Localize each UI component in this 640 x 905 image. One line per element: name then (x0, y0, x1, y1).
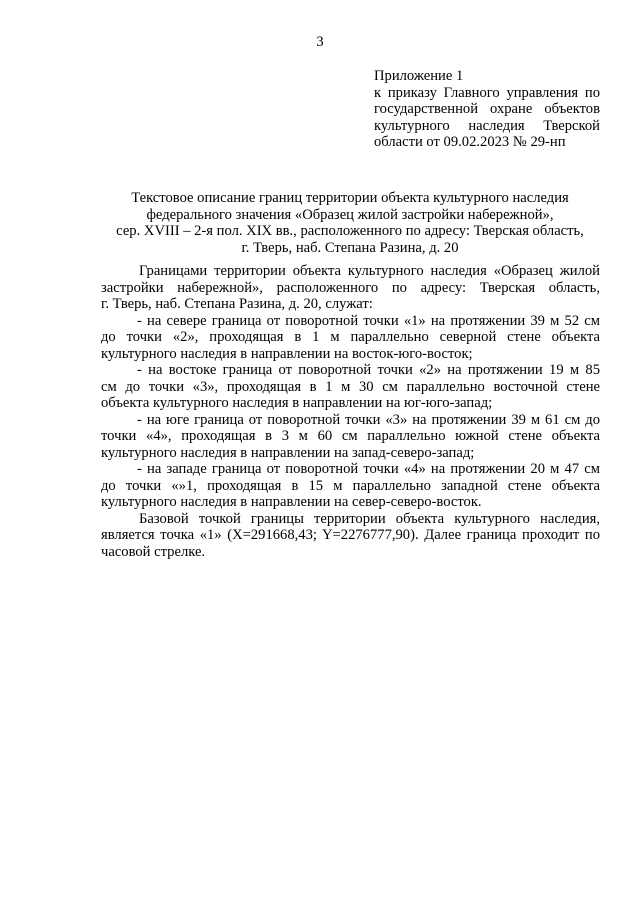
body-line: до точки «2», проходящая в 1 м параллельно северной стене объекта (101, 329, 600, 345)
title-line: Текстовое описание границ территории объекта культурного наследия (131, 190, 569, 206)
document-title (100, 190, 600, 256)
paragraph-west-boundary (101, 461, 600, 511)
body-line: Базовой точкой границы территории объекта культурного наследия, (139, 510, 600, 527)
appendix-line: к приказу Главного управления по (374, 84, 600, 101)
body-line: - на юге граница от поворотной точки «3» на протяжении 39 м 61 см до (137, 411, 600, 428)
body-line: - на востоке граница от поворотной точки «2» на протяжении 19 м 85 (137, 362, 600, 378)
document-body (101, 263, 600, 560)
body-line: до точки «»1, проходящая в 15 м параллельно западной стене объекта (101, 477, 600, 494)
body-line: является точка «1» (X=291668,43; Y=2276777,90). Далее граница проходит по (101, 527, 600, 543)
appendix-line: Приложение 1 (374, 68, 464, 84)
body-line: г. Тверь, наб. Степана Разина, д. 20, служат: (101, 296, 373, 312)
paragraph-base-point (101, 511, 600, 561)
paragraph-intro (101, 263, 600, 313)
body-line: см до точки «3», проходящая в 1 м 30 см параллельно восточной стене (101, 378, 600, 395)
paragraph-north-boundary (101, 313, 600, 363)
paragraph-east-boundary (101, 362, 600, 412)
title-line: федерального значения «Образец жилой застройки набережной», (146, 206, 554, 223)
body-line: объекта культурного наследия в направлении на юг-юго-запад; (101, 395, 493, 411)
body-line: точки «4», проходящая в 3 м 60 см параллельно южной стене объекта (101, 428, 600, 444)
appendix-line: культурного наследия Тверской (374, 117, 600, 134)
paragraph-south-boundary (101, 412, 600, 462)
body-line: культурного наследия в направлении на запад-северо-запад; (101, 444, 475, 461)
body-line: Границами территории объекта культурного наследия «Образец жилой (139, 263, 600, 279)
title-line: г. Тверь, наб. Степана Разина, д. 20 (241, 239, 459, 256)
title-line: сер. XVIII – 2-я пол. XIX вв., расположенного по адресу: Тверская область, (116, 223, 584, 239)
body-line: застройки набережной», расположенного по адресу: Тверская область, (101, 279, 600, 296)
body-line: культурного наследия в направлении на север-северо-восток. (101, 494, 482, 510)
body-line: часовой стрелке. (101, 543, 206, 560)
page-number: 3 (316, 34, 324, 50)
body-line: культурного наследия в направлении на восток-юго-восток; (101, 345, 473, 362)
body-line: - на западе граница от поворотной точки «4» на протяжении 20 м 47 см (137, 461, 600, 477)
body-line: - на севере граница от поворотной точки «1» на протяжении 39 м 52 см (137, 312, 600, 329)
appendix-header (374, 68, 600, 151)
appendix-line: области от 09.02.2023 № 29-нп (374, 134, 566, 150)
appendix-line: государственной охране объектов (374, 101, 600, 117)
